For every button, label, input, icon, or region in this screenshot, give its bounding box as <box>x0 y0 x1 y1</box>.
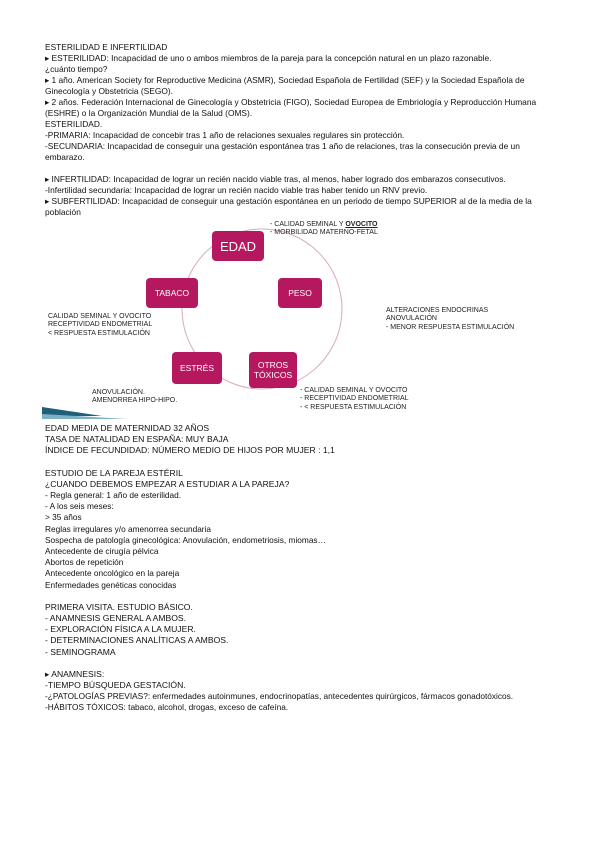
first-visit-item: - ANAMNESIS GENERAL A AMBOS. <box>45 613 187 624</box>
study-item: Sospecha de patología ginecológica: Anovulación, endometriosis, miomas… <box>45 534 326 545</box>
first-visit-item: - SEMINOGRAMA <box>45 646 116 657</box>
risk-factors-diagram <box>42 221 562 419</box>
node-estres: ESTRÉS <box>172 352 222 384</box>
otros-notes <box>300 387 409 412</box>
otros-note: - < RESPUESTA ESTIMULACIÓN <box>300 403 407 411</box>
tabaco-note: RECEPTIVIDAD ENDOMETRIAL <box>48 321 153 329</box>
definition-1-ano: ▸ 1 año. American Society for Reproductive Medicina (ASMR), Sociedad Española de Fertilidad (SEF) y la Sociedad Española de Ginecología y Obstetricia (SEGO). <box>45 75 525 96</box>
definition-infertilidad: ▸ INFERTILIDAD: Incapacidad de lograr un recién nacido viable tras, al menos, haber logrado dos embarazos consecutivos. <box>45 174 506 184</box>
esterilidad-primaria: -PRIMARIA: Incapacidad de concebir tras 1 año de relaciones sexuales regulares sin protección. <box>45 130 405 140</box>
first-visit-heading: PRIMERA VISITA. ESTUDIO BÁSICO. <box>45 601 193 612</box>
estres-note: AMENORREA HIPO-HIPO. <box>92 397 178 405</box>
first-visit-item: - DETERMINACIONES ANALÍTICAS A AMBOS. <box>45 635 229 646</box>
page-title: ESTERILIDAD E INFERTILIDAD <box>45 42 168 52</box>
anamnesis-item: -TIEMPO BÚSQUEDA GESTACIÓN. <box>45 680 186 691</box>
study-item: Abortos de repetición <box>45 557 124 568</box>
tabaco-notes <box>48 313 152 338</box>
edad-notes <box>270 221 378 238</box>
ovocito-emphasis: OVOCITO <box>345 221 378 228</box>
peso-note: ALTERACIONES ENDOCRINAS <box>386 307 489 314</box>
otros-note: - CALIDAD SEMINAL Y OVOCITO <box>300 387 408 394</box>
study-heading: ESTUDIO DE LA PAREJA ESTÉRIL <box>45 467 183 478</box>
study-question: ¿CUANDO DEBEMOS EMPEZAR A ESTUDIAR A LA PAREJA? <box>45 478 290 489</box>
peso-notes <box>386 307 514 332</box>
node-otros-toxicos: OTROS TÓXICOS <box>249 352 297 388</box>
tabaco-note: < RESPUESTA ESTIMULACIÓN <box>48 329 150 337</box>
tabaco-note: CALIDAD SEMINAL Y OVOCITO <box>48 313 152 320</box>
stat-edad-media: EDAD MEDIA DE MATERNIDAD 32 AÑOS <box>45 423 210 433</box>
infertilidad-secundaria: -Infertilidad secundaria: Incapacidad de lograr un recién nacido viable tras haber tenido un RNV previo. <box>45 185 428 195</box>
study-item: - A los seis meses: <box>45 501 114 512</box>
esterilidad-heading: ESTERILIDAD. <box>45 119 103 129</box>
anamnesis-item: -HÁBITOS TÓXICOS: tabaco, alcohol, drogas, exceso de cafeína. <box>45 702 289 713</box>
otros-note: - RECEPTIVIDAD ENDOMETRIAL <box>300 395 409 403</box>
first-visit-item: - EXPLORACIÓN FÍSICA A LA MUJER. <box>45 624 196 635</box>
node-peso: PESO <box>278 278 322 308</box>
node-tabaco: TABACO <box>146 278 198 308</box>
estres-note: ANOVULACIÓN. <box>92 389 145 396</box>
study-item: - Regla general: 1 año de esterilidad. <box>45 490 182 501</box>
esterilidad-secundaria: -SECUNDARIA: Incapacidad de conseguir una gestación espontánea tras 1 año de relaciones, tras la consecución previa de un embarazo. <box>45 141 520 162</box>
study-item: Enfermedades genéticas conocidas <box>45 579 177 590</box>
anamnesis-item: -¿PATOLOGÍAS PREVIAS?: enfermedades autoinmunes, endocrinopatías, antecedentes quirúrgicos, fármacos gonadotóxicos. <box>45 691 514 702</box>
anamnesis-heading: ▸ ANAMNESIS: <box>45 668 105 679</box>
definition-subfertilidad: ▸ SUBFERTILIDAD: Incapacidad de conseguir una gestación espontánea en un periodo de tiempo SUPERIOR al de la media de la población <box>45 196 532 217</box>
edad-note-2: - MORBILIDAD MATERNO-FETAL <box>270 229 378 237</box>
study-item: Antecedente oncológico en la pareja <box>45 568 180 579</box>
question-tiempo: ¿cuánto tiempo? <box>45 64 108 74</box>
study-item: Antecedente de cirugía pélvica <box>45 546 159 557</box>
stat-natalidad: TASA DE NATALIDAD EN ESPAÑA: MUY BAJA <box>45 434 229 445</box>
definition-esterilidad: ▸ ESTERILIDAD: Incapacidad de uno o ambos miembros de la pareja para la concepción natural en un plazo razonable. <box>45 53 492 63</box>
peso-note: ANOVULACIÓN <box>386 315 437 323</box>
edad-note-1: - CALIDAD SEMINAL Y OVOCITO <box>270 221 378 228</box>
stat-fecundidad: ÍNDICE DE FECUNDIDAD: NÚMERO MEDIO DE HIJOS POR MUJER : 1,1 <box>45 445 335 456</box>
document-page <box>45 42 560 714</box>
definition-2-anos: ▸ 2 años. Federación Internacional de Ginecología y Obstetricia (FIGO), Sociedad Europea de Embriología y Reproducción Humana (ESHRE) o la Organización Mundial de la Salud (OMS). <box>45 97 537 118</box>
node-edad: EDAD <box>212 231 264 261</box>
study-item: > 35 años <box>45 512 82 523</box>
estres-notes <box>92 389 177 406</box>
study-item: Reglas irregulares y/o amenorrea secundaria <box>45 523 212 534</box>
peso-note: - MENOR RESPUESTA ESTIMULACIÓN <box>386 323 515 331</box>
